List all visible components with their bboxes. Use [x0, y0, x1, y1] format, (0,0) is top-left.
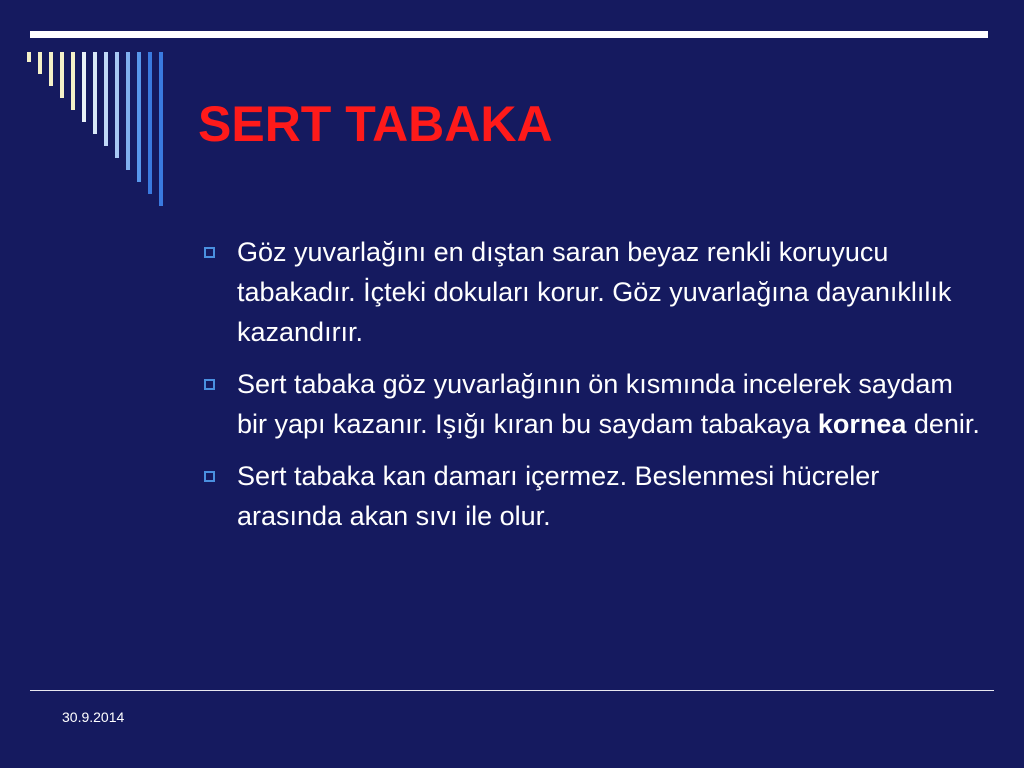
- bullet-list: [200, 232, 980, 548]
- bullet-item: [200, 456, 980, 536]
- stripe: [27, 52, 31, 62]
- bullet-text: Sert tabaka kan damarı içermez. Beslenmesi hücreler arasında akan sıvı ile olur.: [237, 461, 880, 531]
- stripe: [159, 52, 163, 206]
- bullet-text-after: denir.: [906, 409, 980, 439]
- stripe: [148, 52, 152, 194]
- stripe: [38, 52, 42, 74]
- bullet-text: Sert tabaka göz yuvarlağının ön kısmında incelerek saydam bir yapı kazanır. Işığı kıran bu saydam tabakaya: [237, 369, 953, 439]
- bottom-rule: [30, 690, 994, 691]
- bullet-bold-term: kornea: [817, 409, 907, 439]
- stripe: [126, 52, 130, 170]
- bullet-item: [200, 364, 980, 444]
- footer-date: 30.9.2014: [62, 709, 125, 725]
- stripe: [71, 52, 75, 110]
- stripe: [82, 52, 86, 122]
- stripe: [93, 52, 97, 134]
- stripe: [60, 52, 64, 98]
- hollow-square-icon: [204, 379, 215, 390]
- bullet-text: Göz yuvarlağını en dıştan saran beyaz renkli koruyucu tabakadır. İçteki dokuları korur. Göz yuvarlağına dayanıklılık kazandırır.: [237, 237, 952, 347]
- stripe: [104, 52, 108, 146]
- slide-title: SERT TABAKA: [198, 96, 553, 152]
- decorative-stripes: [0, 0, 200, 220]
- hollow-square-icon: [204, 247, 215, 258]
- stripe: [137, 52, 141, 182]
- bullet-item: [200, 232, 980, 352]
- hollow-square-icon: [204, 471, 215, 482]
- stripe: [49, 52, 53, 86]
- stripe: [115, 52, 119, 158]
